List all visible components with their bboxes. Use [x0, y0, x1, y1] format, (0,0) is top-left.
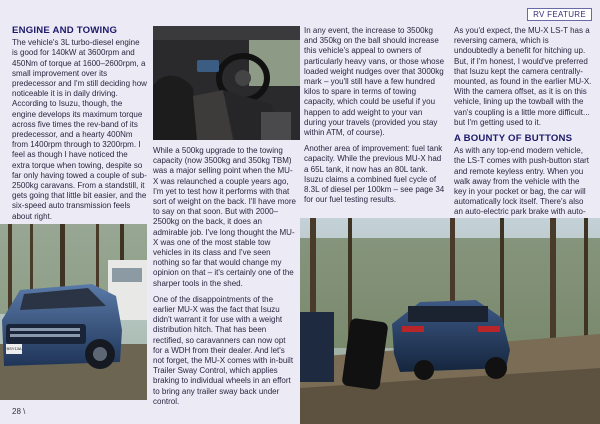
photo-suv-rear: [300, 218, 600, 424]
body-paragraph: As you'd expect, the MU-X LS-T has a reversing camera, which is undoubtedly a benefit for hitching up. But, if I'm honest, I would've preferred that Isuzu kept the camera centrally-mounted, as found in the earlier MU-X. With the camera offset, as it is on this vehicle, lining up the towball with the van's coupling is a little more difficult... but I'm getting used to it.: [454, 26, 592, 127]
license-plate: BSY13A: [6, 346, 22, 351]
column-1: [12, 26, 147, 228]
body-paragraph: The vehicle's 3L turbo-diesel engine is good for 140kW at 3600rpm and 450Nm of torque at 1600–2600rpm, a small improvement over its predecessor and I'm still deciding how noticeable it is in daily driving. According to Isuzu, though, the engine develops its maximum torque across five times the rev-band of its predecessor, and a hearty 400Nm from 1400rpm through to 3200rpm. I feel as though I have noticed the extra torque when towing, despite so far only having towed a couple of sub-2500kg caravans. From a standstill, it gets going that little bit easier, and the six-speed auto transmission feels about right.: [12, 38, 147, 221]
photo-suv-front: [0, 224, 147, 400]
page-number: 28 \: [12, 407, 26, 416]
body-paragraph: Another area of improvement: fuel tank capacity. While the previous MU-X had a 65L tank, it now has an 80L tank. Isuzu claims a combined fuel cycle of 8.3L of diesel per 100km – see page 34 for our fuel testing results.: [304, 144, 445, 205]
column-3: [304, 26, 446, 211]
body-paragraph: In any event, the increase to 3500kg and 350kg on the ball should increase this vehicle's appeal to owners of particularly heavy vans, or those whose loaded weight nudges over that 3000kg mark – you'll still have a few hundred kilos to spare in terms of towing capacity, which could be useful if you happen to add weight to your van during your travels (provided you stay within ATM, of course).: [304, 26, 445, 138]
section-heading-engine: ENGINE AND TOWING: [12, 25, 118, 36]
section-heading-buttons: A BOUNTY OF BUTTONS: [454, 133, 573, 145]
section-tag: RV FEATURE: [527, 8, 592, 21]
body-paragraph: As with any top-end modern vehicle, the LS-T comes with push-button start and remote keyless entry. When you walk away from the vehicle with the key in your pocket or bag, the car will automatically lock itself. There's also an auto-electric park brake with auto-: [454, 146, 590, 217]
photo-interior: [153, 26, 300, 140]
body-paragraph: One of the disappointments of the earlier MU-X was the fact that Isuzu didn't warrant it for use with a weight distribution hitch. That has been rectified, so caravanners can now opt for a WDH from their dealer. And let's not forget, the MU-X comes with in-built Trailer Sway Control, which applies braking to individual wheels in an effort to bring any trailer sway back under control.: [153, 294, 294, 406]
column-2: [153, 146, 296, 413]
body-paragraph: While a 500kg upgrade to the towing capacity (now 3500kg and 350kg TBM) was a major selling point when the MU-X was relaunched a couple years ago, I'm yet to test how it performs with that sort of weight on the back. I'll have more to say on that soon. But with 2000–2500kg on the back, it does an admirable job. I've long thought the MU-X was one of the most stable tow vehicles in its class and I've seen nothing so far that would change my opinion on that – it's certainly one of the sharper tools in the shed.: [153, 146, 296, 288]
